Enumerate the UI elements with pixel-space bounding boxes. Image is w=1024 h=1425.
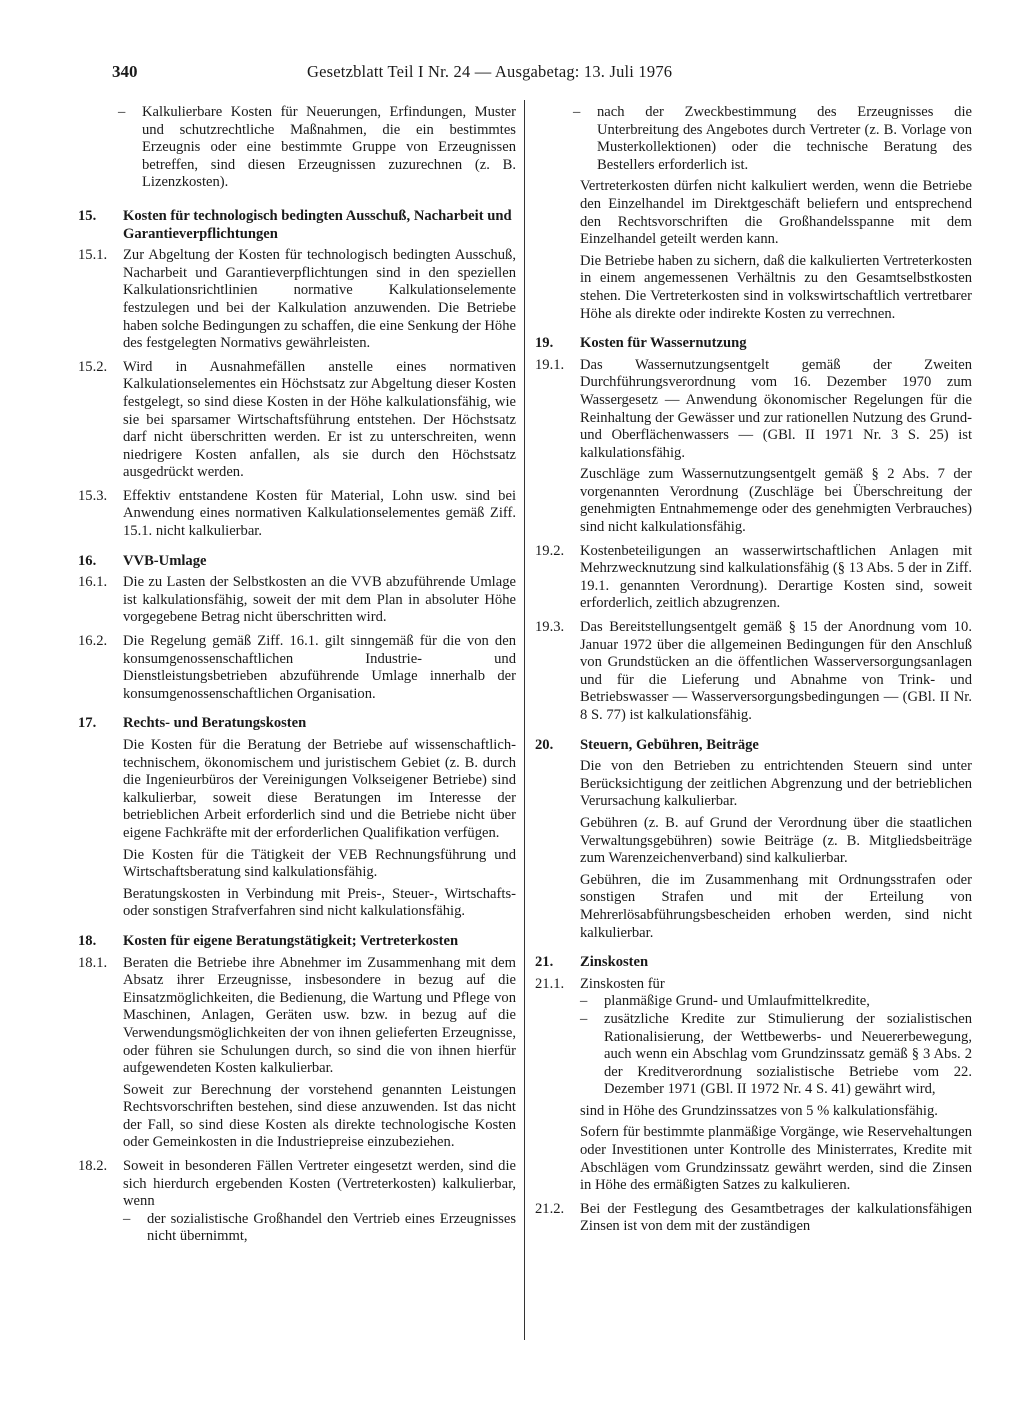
- paragraph: [535, 976, 972, 994]
- paragraph-number: 19.1.: [535, 356, 565, 373]
- paragraph-text: Wird in Ausnahmefällen anstelle eines normativen Kalkulationselementes ein Höchstsatz zur Abgeltung dieser Kosten festgelegt, so sind diese Kosten in der Höhe kalkulationsfähig, wie sie bei sparsamer Wirtschaftsführung entstehen. Der Höchstsatz darf nicht überschritten werden. Er ist zu unterschreiten, wenn niedrigere Kosten anfallen, als sie durch den Höchstsatz ausgedrückt werden.: [123, 358, 516, 481]
- paragraph-number: 16.1.: [78, 574, 108, 591]
- paragraph-text: Die Kosten für die Beratung der Betriebe auf wissenschaftlich-technischem, ökonomischem und juristischem Gebiet (z. B. durch die Ingenieurbüros der Vereinigungen Volkseigener Betriebe) sind kalkulierbar, soweit diese Beratungen im Interesse der betrieblichen Arbeit erforderlich sind und die Betriebe nicht über eigene Fachkräfte mit der erforderlichen Qualifikation verfügen.: [123, 737, 516, 841]
- list-item: [580, 1011, 972, 1099]
- paragraph-text: Beraten die Betriebe ihre Abnehmer im Zusammenhang mit dem Absatz ihrer Erzeugnisse, insbesondere in bezug auf die Einsatzmöglichkeiten, die Bedienung, die Wartung und Pflege von Maschinen, Anlagen, Geräten usw. bzw. in bezug auf die Verwendungsmöglichkeiten der von ihnen gelieferten Erzeugnisse, oder führen sie Schulungen durch, so sind die von ihnen hierfür aufgewendeten Kosten kalkulierbar.: [123, 954, 516, 1077]
- paragraph-number: 18.1.: [78, 954, 108, 971]
- list-item-text: der sozialistische Großhandel den Vertrieb eines Erzeugnisses nicht übernimmt,: [147, 1210, 516, 1245]
- section-heading: [78, 715, 516, 733]
- paragraph-number: 15.3.: [78, 487, 108, 504]
- dash-marker: –: [580, 993, 588, 1010]
- section-title: Steuern, Gebühren, Beiträge: [580, 736, 759, 753]
- dash-marker: –: [573, 104, 581, 120]
- paragraph-text: sind in Höhe des Grundzinssatzes von 5 % kalkulationsfähig.: [580, 1102, 938, 1119]
- paragraph-text: Sofern für bestimmte planmäßige Vorgänge, wie Reservehaltungen oder Investitionen unter Kontrolle des Ministerrates, Kredite mit Abschlägen vom Grundzinssatz gewährt werden, sind die Zinsen in Höhe des ermäßigten Satzes zu kalkulieren.: [580, 1124, 972, 1194]
- paragraph-number: 15.1.: [78, 247, 108, 264]
- page-header: [112, 62, 912, 90]
- section-title: Rechts- und Beratungskosten: [123, 715, 307, 732]
- left-column: [78, 104, 516, 1246]
- paragraph-text: Die Betriebe haben zu sichern, daß die kalkulierten Vertreterkosten in einem angemessenen Verhältnis zu den Gesamtselbstkosten stehen. Die Vertreterkosten sind in volkswirtschaftlich vertretbarer Höhe als direkte oder indirekte Kosten zu verrechnen.: [580, 252, 972, 322]
- paragraph-text: Die Kosten für die Tätigkeit der VEB Rechnungsführung und Wirtschaftsberatung sind kalkulationsfähig.: [123, 846, 516, 881]
- paragraph-text: Zinskosten für: [580, 975, 665, 992]
- section-title: VVB-Umlage: [123, 552, 207, 569]
- paragraph: [535, 1201, 972, 1236]
- dash-marker: –: [580, 1010, 588, 1027]
- section-heading: [78, 933, 516, 951]
- paragraph-number: 16.2.: [78, 633, 108, 650]
- paragraph-text: Das Wassernutzungsentgelt gemäß der Zweiten Durchführungsverordnung vom 16. Dezember 1970 zum Wassergesetz — Anwendung ökonomischer Regelungen für die Reinhaltung der Gewässer und zur rationellen Nutzung des Grund- und Oberflächenwassers — (GBl. II 1971 Nr. 3 S. 25) ist kalkulationsfähig.: [580, 356, 972, 461]
- paragraph-text: Soweit zur Berechnung der vorstehend genannten Leistungen Rechtsvorschriften bestehen, sind diese anzuwenden. Ist das nicht der Fall, so sind diese Kosten als direkte technologische Kosten oder Gemeinkosten in die Industriepreise einzubeziehen.: [123, 1081, 516, 1151]
- list-item-text: zusätzliche Kredite zur Stimulierung der sozialistischen Rationalisierung, der Wettbewerbs- und Neuererbewegung, auch wenn ein Abschlag vom Grundzinssatz gemäß § 3 Abs. 2 der Kreditverordnung sozialistische Betriebe vom 22. Dezember 1971 (GBl. II 1972 Nr. 4 S. 41) gewährt wird,: [604, 1010, 972, 1098]
- section-number: 17.: [78, 715, 97, 732]
- list-item-text: nach der Zweckbestimmung des Erzeugnisses die Unterbreitung des Angebotes durch Vertreter (z. B. Vorlage von Musterkollektionen) oder die technische Beratung des Bestellers erforderlich ist.: [597, 104, 972, 173]
- paragraph-text: Das Bereitstellungsentgelt gemäß § 15 der Anordnung vom 10. Januar 1972 über die allgemeinen Bedingungen für den Anschluß von Grundstücken an die öffentlichen Wasserversorgungsanlagen und für die Lieferung und Abnahme von Trink- und Betriebswasser — Wasserversorgungsbedingungen — (GBl. II Nr. 8 S. 77) ist kalkulationsfähig.: [580, 619, 972, 723]
- paragraph: [78, 247, 516, 353]
- paragraph: [535, 619, 972, 725]
- paragraph: [78, 955, 516, 1078]
- section-heading: [535, 954, 972, 972]
- section-title: Kosten für eigene Beratungstätigkeit; Vertreterkosten: [123, 932, 459, 949]
- paragraph-text: Beratungskosten in Verbindung mit Preis-, Steuer-, Wirtschafts- oder sonstigen Strafverfahren sind nicht kalkulationsfähig.: [123, 885, 516, 920]
- paragraph: [78, 488, 516, 541]
- section-number: 20.: [535, 736, 554, 753]
- paragraph-number: 21.1.: [535, 975, 565, 992]
- paragraph: [535, 543, 972, 613]
- section-number: 18.: [78, 932, 97, 949]
- paragraph-text: Die zu Lasten der Selbstkosten an die VVB abzuführende Umlage ist kalkulationsfähig, soweit der mit dem Plan in absoluter Höhe vorgegebene Betrag nicht überschritten wird.: [123, 574, 516, 626]
- list-item: [118, 104, 516, 192]
- paragraph-text: Gebühren, die im Zusammenhang mit Ordnungsstrafen oder sonstigen Strafen und mit der Erteilung von Mehrerlösabführungsbescheiden erhoben werden, sind nicht kalkulierbar.: [580, 871, 972, 941]
- section-number: 21.: [535, 954, 554, 971]
- paragraph-number: 18.2.: [78, 1158, 108, 1175]
- list-item: [573, 104, 972, 174]
- section-heading: [535, 335, 972, 353]
- paragraph: [78, 574, 516, 627]
- section-title: Kosten für Wassernutzung: [580, 335, 747, 352]
- list-item-text: planmäßige Grund- und Umlaufmittelkredite,: [604, 993, 870, 1010]
- section-number: 19.: [535, 335, 554, 352]
- paragraph-text: Soweit in besonderen Fällen Vertreter eingesetzt werden, sind die sich hierdurch ergebenden Kosten (Vertreterkosten) kalkulierbar, wenn: [123, 1158, 516, 1210]
- list-item-text: Kalkulierbare Kosten für Neuerungen, Erfindungen, Muster und schutzrechtliche Maßnahmen, die ein bestimmtes Erzeugnis oder eine bestimmte Gruppe von Erzeugnissen betreffen, sind diesen Erzeugnissen zuzurechnen (z. B. Lizenzkosten).: [142, 104, 516, 191]
- list-item: [580, 993, 972, 1011]
- section-heading: [78, 208, 516, 243]
- paragraph-text: Bei der Festlegung des Gesamtbetrages der kalkulationsfähigen Zinsen ist von dem mit der zuständigen: [580, 1200, 972, 1235]
- section-heading: [78, 553, 516, 571]
- dash-marker: –: [123, 1210, 131, 1227]
- paragraph: [78, 1158, 516, 1211]
- paragraph-number: 19.2.: [535, 542, 565, 559]
- column-divider: [524, 100, 525, 1340]
- paragraph-text: Kostenbeteiligungen an wasserwirtschaftlichen Anlagen mit Mehrzwecknutzung sind kalkulationsfähig (§ 13 Abs. 5 der in Ziff. 19.1. genannten Verordnung). Derartige Kosten sind, soweit erforderlich, zeitlich abzugrenzen.: [580, 542, 972, 612]
- paragraph-text: Zur Abgeltung der Kosten für technologisch bedingten Ausschuß, Nacharbeit und Garantieverpflichtungen sind in den speziellen Kalkulationsrichtlinien normative Kalkulationselemente festzulegen und bei der Kalkulation anzuwenden. Die Betriebe haben solche Bedingungen zu schaffen, die eine Senkung der Höhe des festgelegten Normativs gewährleisten.: [123, 247, 516, 352]
- section-number: 15.: [78, 207, 97, 224]
- paragraph: [535, 357, 972, 463]
- dash-marker: –: [118, 104, 126, 120]
- paragraph-text: Vertreterkosten dürfen nicht kalkuliert werden, wenn die Betriebe den Einzelhandel im Direktgeschäft beliefern und entsprechend den Rechtsvorschriften die Großhandelsspanne mit dem Einzelhandel geteilt werden kann.: [580, 178, 972, 248]
- paragraph: [78, 359, 516, 482]
- paragraph-number: 21.2.: [535, 1200, 565, 1217]
- paragraph-text: Gebühren (z. B. auf Grund der Verordnung über die staatlichen Verwaltungsgebühren) sowie Beiträge (z. B. Mitgliedsbeiträge zum Warenzeichenverband) sind kalkulierbar.: [580, 814, 972, 867]
- paragraph: [78, 633, 516, 703]
- paragraph-number: 15.2.: [78, 358, 108, 375]
- paragraph-text: Die von den Betrieben zu entrichtenden Steuern sind unter Berücksichtigung der zeitlichen Abgrenzung und der betrieblichen Verursachung kalkulierbar.: [580, 758, 972, 810]
- right-column: [535, 104, 972, 1236]
- section-heading: [535, 737, 972, 755]
- section-title: Zinskosten: [580, 954, 649, 971]
- header-title: Gesetzblatt Teil I Nr. 24 — Ausgabetag: 13. Juli 1976: [307, 62, 673, 81]
- section-number: 16.: [78, 552, 97, 569]
- section-title: Kosten für technologisch bedingten Ausschuß, Nacharbeit und Garantieverpflichtungen: [123, 207, 512, 242]
- paragraph-text: Effektiv entstandene Kosten für Material, Lohn usw. sind bei Anwendung eines normativen Kalkulationselementes gemäß Ziff. 15.1. nicht kalkulierbar.: [123, 487, 516, 540]
- page-number: 340: [112, 62, 138, 81]
- paragraph-text: Zuschläge zum Wassernutzungsentgelt gemäß § 2 Abs. 7 der vorgenannten Verordnung (Zuschläge bei Überschreitung der genehmigten Entnahmemenge oder des genehmigten Verbrauches) sind nicht kalkulationsfähig.: [580, 466, 972, 536]
- list-item: [123, 1211, 516, 1246]
- paragraph-number: 19.3.: [535, 619, 565, 636]
- paragraph-text: Die Regelung gemäß Ziff. 16.1. gilt sinngemäß für die von den konsumgenossenschaftlichen Industrie- und Dienstleistungsbetrieben abzuführende Umlage innerhalb der konsumgenossenschaftlichen Organisation.: [123, 633, 516, 702]
